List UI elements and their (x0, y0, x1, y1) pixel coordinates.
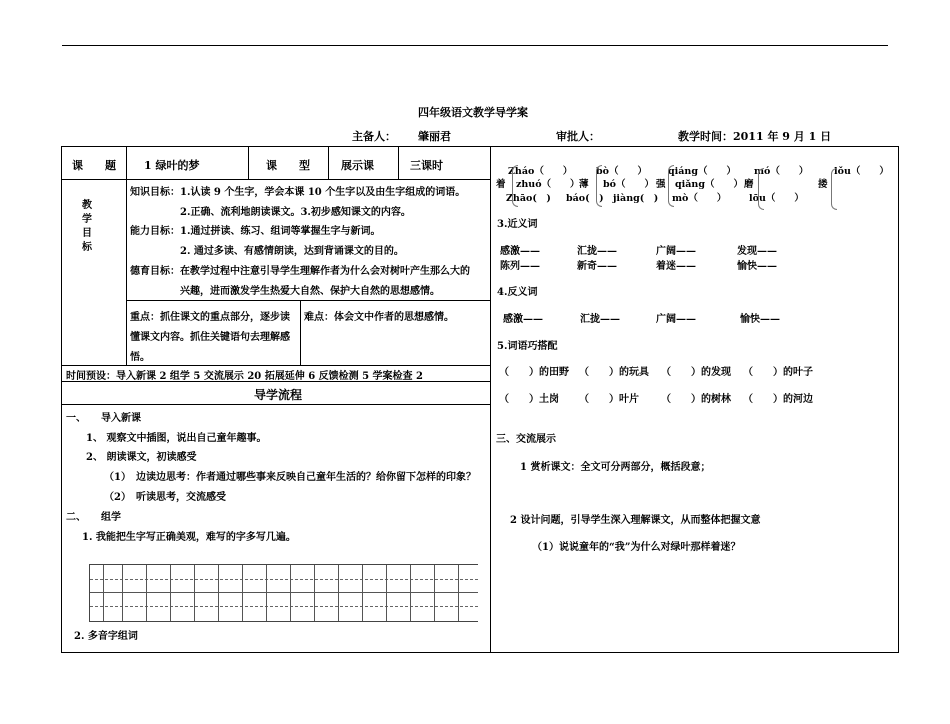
flow-item-2: 1、 观察文中插图，说出自己童年趣事。 (86, 433, 267, 444)
col-4: （ ）的叶子 (743, 367, 813, 378)
ant-4: 愉快—— (740, 314, 780, 325)
pinyin-qiang3: qiǎng（ ） (675, 179, 743, 190)
preparer-label: 主备人： (352, 130, 396, 143)
goals-label-3: 目 (82, 228, 92, 239)
char-zhe: 着 (496, 179, 506, 190)
goal-line-6: 兴趣，进而激发学生热爱大自然、保护大自然的思想感情。 (180, 286, 440, 297)
col-5: （ ）土岗 (499, 394, 559, 405)
pinyin-zhuo2: zhuó（ ） (516, 179, 580, 190)
col-6: （ ）叶片 (579, 394, 639, 405)
flow-title: 导学流程 (254, 388, 303, 402)
goal-line-3: 能力目标：1.通过拼读、练习、组词等掌握生字与新词。 (130, 226, 381, 237)
flow-item-5: （2） 听读思考，交流感受 (104, 492, 226, 503)
char-mo: 磨 (744, 179, 754, 190)
brace-mo (758, 168, 764, 210)
goal-line-4: 2. 通过多读、有感情朗读，达到背诵课文的目的。 (180, 246, 404, 257)
exchange-item-1: 1 赏析课文：全文可分两部分，概括段意； (520, 462, 711, 473)
teaching-time: 教学时间：2011 年 9 月 1 日 (678, 130, 832, 143)
flow-item-7: 1. 我能把生字写正确美观，难写的字多写几遍。 (82, 532, 296, 543)
goals-label-2: 学 (82, 214, 92, 225)
goals-label-1: 教 (82, 200, 92, 211)
hours-value: 三课时 (410, 159, 443, 172)
table-right-border (898, 146, 899, 653)
row-divider-flow-title (61, 404, 490, 405)
key-point-line-1: 重点：抓住课文的重点部分，逐步读 (130, 312, 290, 323)
syn-1: 感激—— (500, 246, 540, 257)
syn-3: 广阔—— (656, 246, 696, 257)
row-divider-keypoints (61, 365, 490, 366)
flow-item-1: 一、 导入新课 (66, 413, 141, 424)
brace-qiang (668, 165, 674, 207)
collocation-title: 5.词语巧搭配 (497, 341, 558, 352)
ant-3: 广阔—— (656, 314, 696, 325)
top-rule (62, 45, 888, 46)
syn-7: 着迷—— (656, 261, 696, 272)
polyphone-label: 2. 多音字组词 (74, 631, 138, 642)
pinyin-mo2: mó（ ） (754, 166, 809, 177)
type-value: 展示课 (341, 159, 374, 172)
col-3: （ ）的发现 (661, 367, 731, 378)
key-point-line-2: 懂课文内容。抓住关键语句去理解感 (130, 332, 290, 343)
preparer-name: 肇丽君 (418, 130, 451, 143)
antonyms-title: 4.反义词 (497, 287, 538, 298)
pinyin-lou1: lōu（ ） (749, 193, 804, 204)
ant-2: 汇拢—— (580, 314, 620, 325)
info-divider-4 (398, 146, 399, 179)
info-divider-2 (248, 146, 249, 179)
pinyin-zhao2: Zháo（ ） (508, 166, 573, 177)
ant-1: 感激—— (503, 314, 543, 325)
pinyin-qiang2: qiáng（ ） (668, 166, 736, 177)
table-bottom-border (61, 652, 899, 653)
pinyin-bo2: bó（ ） (603, 179, 654, 190)
brace-zhe (512, 165, 518, 207)
char-qiang: 强 (656, 179, 666, 190)
syn-2: 汇拢—— (577, 246, 617, 257)
col-8: （ ）的河边 (743, 394, 813, 405)
pinyin-bao2: báo( ) (566, 193, 604, 204)
keypoints-divider (300, 300, 301, 365)
type-label: 课 型 (266, 159, 310, 172)
info-divider-1 (126, 146, 127, 179)
table-left-border (61, 146, 62, 653)
syn-5: 陈列—— (500, 261, 540, 272)
pinyin-mo4: mò（ ） (672, 193, 727, 204)
flow-item-4: （1） 边读边思考：作者通过哪些事来反映自己童年生活的？给你留下怎样的印象？ (104, 472, 476, 483)
col-7: （ ）的树林 (661, 394, 731, 405)
col-1: （ ）的田野 (499, 367, 569, 378)
pinyin-zhao1: Zhāo( ) (506, 193, 551, 204)
page-title: 四年级语文教学导学案 (418, 106, 528, 119)
goal-line-1: 知识目标：1.认读 9 个生字，学会本课 10 个生字以及由生字组成的词语。 (130, 187, 466, 198)
writing-grid (89, 564, 478, 622)
goals-label-4: 标 (82, 242, 92, 253)
flow-item-6: 二、 组学 (66, 512, 121, 523)
syn-4: 发现—— (737, 246, 777, 257)
synonyms-title: 3.近义词 (497, 219, 538, 230)
key-point-line-3: 悟。 (130, 352, 150, 363)
info-divider-3 (328, 146, 329, 179)
lesson-label: 课 题 (72, 159, 116, 172)
exchange-title: 三、交流展示 (496, 434, 556, 445)
lesson-value: 1 绿叶的梦 (144, 159, 200, 172)
exchange-item-3: （1）说说童年的“我”为什么对绿叶那样着迷？ (532, 542, 741, 553)
brace-lou (831, 168, 837, 210)
time-plan: 时间预设：导入新课 2 组学 5 交流展示 20 拓展延伸 6 反馈检测 5 学案检查 2 (66, 371, 424, 382)
row-divider-goals (126, 300, 490, 301)
difficulty: 难点：体会文中作者的思想感情。 (304, 312, 454, 323)
col-2: （ ）的玩具 (579, 367, 649, 378)
column-divider (490, 146, 491, 653)
goals-divider (126, 179, 127, 365)
flow-item-3: 2、 朗读课文，初读感受 (86, 452, 197, 463)
reviewer-label: 审批人： (556, 130, 600, 143)
goal-line-2: 2.正确、流利地朗读课文。3.初步感知课文的内容。 (180, 207, 411, 218)
exchange-item-2: 2 设计问题，引导学生深入理解课文，从而整体把握文意 (510, 515, 761, 526)
brace-bao (596, 165, 602, 207)
char-bao: 薄 (579, 179, 589, 190)
goal-line-5: 德育目标：在教学过程中注意引导学生理解作者为什么会对树叶产生那么大的 (130, 266, 470, 277)
table-top-border (61, 146, 899, 147)
pinyin-jiang4: jiàng( ) (613, 193, 659, 204)
pinyin-lou3: lǒu（ ） (834, 166, 889, 177)
pinyin-bo4: bò（ ） (596, 166, 647, 177)
char-lou: 搂 (818, 179, 828, 190)
syn-6: 新奇—— (577, 261, 617, 272)
syn-8: 愉快—— (737, 261, 777, 272)
